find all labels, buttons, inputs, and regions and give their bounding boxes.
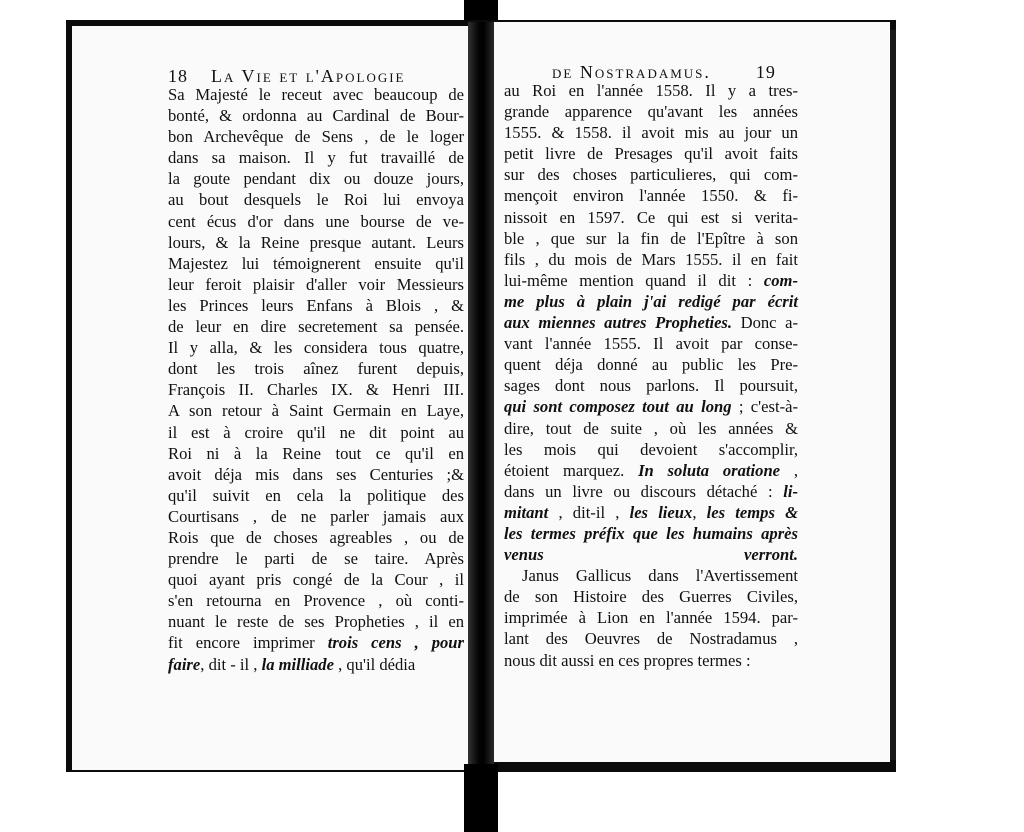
text-run: Il y alla, & les considera tous quatre, bbox=[168, 338, 464, 358]
text-line bbox=[168, 400, 464, 421]
text-run: ; c'est-à- bbox=[731, 397, 798, 417]
text-line bbox=[168, 527, 464, 548]
italic-quote: me plus à plain j'ai redigé par écrit bbox=[504, 291, 798, 311]
right-page bbox=[494, 22, 890, 762]
text-run: lant des Oeuvres de Nostradamus , bbox=[504, 629, 798, 649]
text-line bbox=[168, 506, 464, 527]
text-line bbox=[168, 632, 464, 653]
text-line bbox=[504, 607, 798, 628]
text-run: Roi ni à la Reine tout ce qu'il en bbox=[168, 443, 464, 463]
italic-quote: qui sont composez tout au long bbox=[504, 397, 732, 417]
text-run: étoient marquez. bbox=[504, 460, 639, 480]
text-run: qu'il suivit en cela la politique des bbox=[168, 485, 464, 505]
text-run: bonté, & ordonna au Cardinal de Bour- bbox=[168, 106, 464, 126]
book-gutter bbox=[468, 22, 494, 770]
left-page bbox=[72, 26, 468, 770]
italic-quote: trois cens , pour bbox=[327, 633, 464, 653]
text-run: les mois qui devoient s'accomplir, bbox=[504, 439, 798, 459]
text-run: Donc a- bbox=[732, 313, 798, 333]
text-run: de leur en dire secretement sa pensée. bbox=[168, 317, 464, 337]
text-line bbox=[168, 253, 464, 274]
text-run: lui-même mention quand il dit : bbox=[504, 270, 764, 290]
text-run: Courtisans , de ne parler jamais aux bbox=[168, 506, 464, 526]
text-line bbox=[168, 611, 464, 632]
text-line bbox=[504, 502, 798, 523]
text-run: avoit déja mis dans ses Centuries ;& bbox=[168, 464, 464, 484]
text-line bbox=[168, 422, 464, 443]
text-run: la goute pendant dix ou douze jours, bbox=[168, 169, 464, 189]
text-line bbox=[504, 418, 798, 439]
left-page-text bbox=[168, 84, 464, 675]
text-run: petit livre de Presages qu'il avoit faits bbox=[504, 144, 798, 164]
text-run: au bout desquels le Roi lui envoya bbox=[168, 190, 464, 210]
text-run: 1555. & 1558. il avoit mis au jour un bbox=[504, 123, 798, 143]
text-line bbox=[168, 654, 464, 675]
italic-quote: mitant bbox=[504, 502, 549, 522]
text-line bbox=[504, 396, 798, 417]
text-line bbox=[504, 185, 798, 206]
text-line bbox=[168, 126, 464, 147]
text-line bbox=[168, 337, 464, 358]
binding-clip-bottom bbox=[464, 764, 498, 832]
text-line bbox=[168, 84, 464, 105]
text-line bbox=[504, 333, 798, 354]
text-run: mençoit environ l'année 1550. & fi- bbox=[504, 186, 798, 206]
text-line bbox=[504, 628, 798, 649]
text-line bbox=[168, 232, 464, 253]
text-line bbox=[168, 105, 464, 126]
text-run: François II. Charles IX. & Henri III. bbox=[168, 380, 464, 400]
text-run: quoi ayant pris congé de la Cour , il bbox=[168, 570, 464, 590]
italic-quote: les termes préfix que les humains après bbox=[504, 523, 798, 543]
italic-quote: les lieux bbox=[629, 502, 693, 522]
text-run: sages dont nous parlons. Il poursuit, bbox=[504, 376, 798, 396]
text-line bbox=[504, 291, 798, 312]
text-line bbox=[504, 523, 798, 544]
text-run: vant l'année 1555. Il avoit par conse- bbox=[504, 334, 798, 354]
text-line bbox=[168, 358, 464, 379]
text-run: Sa Majesté le receut avec beaucoup de bbox=[168, 85, 464, 104]
text-run: A son retour à Saint Germain en Laye, bbox=[168, 401, 464, 421]
text-run: s'en retourna en Provence , où conti- bbox=[168, 591, 464, 611]
right-page-text bbox=[504, 80, 798, 671]
text-line bbox=[504, 101, 798, 122]
text-line bbox=[168, 443, 464, 464]
text-run: dont les trois aînez furent depuis, bbox=[168, 359, 464, 379]
text-line bbox=[504, 312, 798, 333]
text-line bbox=[504, 270, 798, 291]
italic-quote: venus verront. bbox=[504, 545, 798, 565]
text-line bbox=[504, 439, 798, 460]
text-line bbox=[504, 207, 798, 228]
text-line bbox=[168, 147, 464, 168]
text-line bbox=[504, 375, 798, 396]
text-run: , qu'il dédia bbox=[333, 654, 416, 674]
text-run: dans sa maison. Il y fut travaillé de bbox=[168, 148, 464, 168]
italic-quote: faire bbox=[168, 654, 201, 674]
text-line bbox=[504, 143, 798, 164]
text-run: prendre le parti de se taire. Après bbox=[168, 549, 464, 569]
running-title-right: de Nostradamus. bbox=[552, 62, 711, 82]
text-run: dire, tout de suite , où les années & bbox=[504, 418, 798, 438]
page-edge bbox=[890, 30, 896, 760]
text-line bbox=[504, 228, 798, 249]
text-line bbox=[168, 590, 464, 611]
running-title-left: La Vie et l'Apologie bbox=[211, 66, 406, 86]
text-run: fit encore imprimer bbox=[168, 633, 328, 653]
text-run: leur feroit plaisir d'aller voir Messieurs bbox=[168, 274, 464, 294]
text-line bbox=[504, 249, 798, 270]
text-run: ble , que sur la fin de l'Epître à son bbox=[504, 228, 798, 248]
italic-quote: li- bbox=[783, 481, 798, 501]
text-run: au Roi en l'année 1558. Il y a tres- bbox=[504, 81, 798, 100]
text-run: grande apparence qu'avant les années bbox=[504, 102, 798, 122]
text-line bbox=[504, 565, 798, 586]
text-run: fils , du mois de Mars 1555. il en fait bbox=[504, 249, 798, 269]
italic-quote: com- bbox=[763, 270, 798, 290]
text-run: cent écus d'or dans une bourse de ve- bbox=[168, 211, 464, 231]
italic-quote: les temps & bbox=[706, 502, 799, 522]
text-line bbox=[168, 464, 464, 485]
text-line bbox=[168, 168, 464, 189]
text-line bbox=[168, 211, 464, 232]
italic-quote: aux miennes autres Propheties. bbox=[504, 313, 733, 333]
italic-quote: la milliade bbox=[261, 654, 334, 674]
text-run: imprimée à Lion en l'année 1594. par- bbox=[504, 608, 798, 628]
text-run: Rois que de choses agreables , ou de bbox=[168, 527, 464, 547]
page-number-left: 18 bbox=[168, 66, 188, 86]
text-run: il est à croire qu'il ne dit point au bbox=[168, 422, 464, 442]
text-line bbox=[168, 295, 464, 316]
text-line bbox=[168, 379, 464, 400]
text-line bbox=[504, 80, 798, 101]
text-run: quent déja donné au public les Pre- bbox=[504, 355, 798, 375]
text-line bbox=[504, 481, 798, 502]
text-run: , bbox=[780, 460, 799, 480]
text-line bbox=[168, 316, 464, 337]
italic-quote: In soluta oratione bbox=[638, 460, 781, 480]
text-line bbox=[168, 569, 464, 590]
page-number-right: 19 bbox=[755, 62, 776, 82]
text-run: les Princes leurs Enfans à Blois , & bbox=[168, 295, 464, 315]
text-line bbox=[168, 548, 464, 569]
text-line bbox=[504, 586, 798, 607]
text-run: nous dit aussi en ces propres termes : bbox=[504, 650, 751, 670]
text-run: Janus Gallicus dans l'Avertissement bbox=[522, 566, 798, 586]
text-line bbox=[504, 544, 798, 565]
text-run: Majestez lui témoignerent ensuite qu'il bbox=[168, 253, 464, 273]
text-run: de son Histoire des Guerres Civiles, bbox=[504, 587, 798, 607]
text-run: lours, & la Reine presque autant. Leurs bbox=[168, 232, 464, 252]
text-run: sur des choses particulieres, qui com- bbox=[504, 165, 798, 185]
text-run: , bbox=[692, 502, 707, 522]
text-run: , dit - il , bbox=[200, 654, 262, 674]
text-line bbox=[168, 274, 464, 295]
text-line bbox=[168, 189, 464, 210]
text-line bbox=[504, 650, 798, 671]
text-run: nuant le reste de ses Propheties , il en bbox=[168, 612, 464, 632]
text-run: , dit-il , bbox=[548, 502, 630, 522]
text-line bbox=[504, 460, 798, 481]
text-line bbox=[168, 485, 464, 506]
text-line bbox=[504, 164, 798, 185]
text-run: dans un livre ou discours détaché : bbox=[504, 481, 784, 501]
text-run: nissoit en 1597. Ce qui est si verita- bbox=[504, 207, 798, 227]
text-line bbox=[504, 122, 798, 143]
text-run: bon Archevêque de Sens , de le loger bbox=[168, 127, 464, 147]
text-line bbox=[504, 354, 798, 375]
